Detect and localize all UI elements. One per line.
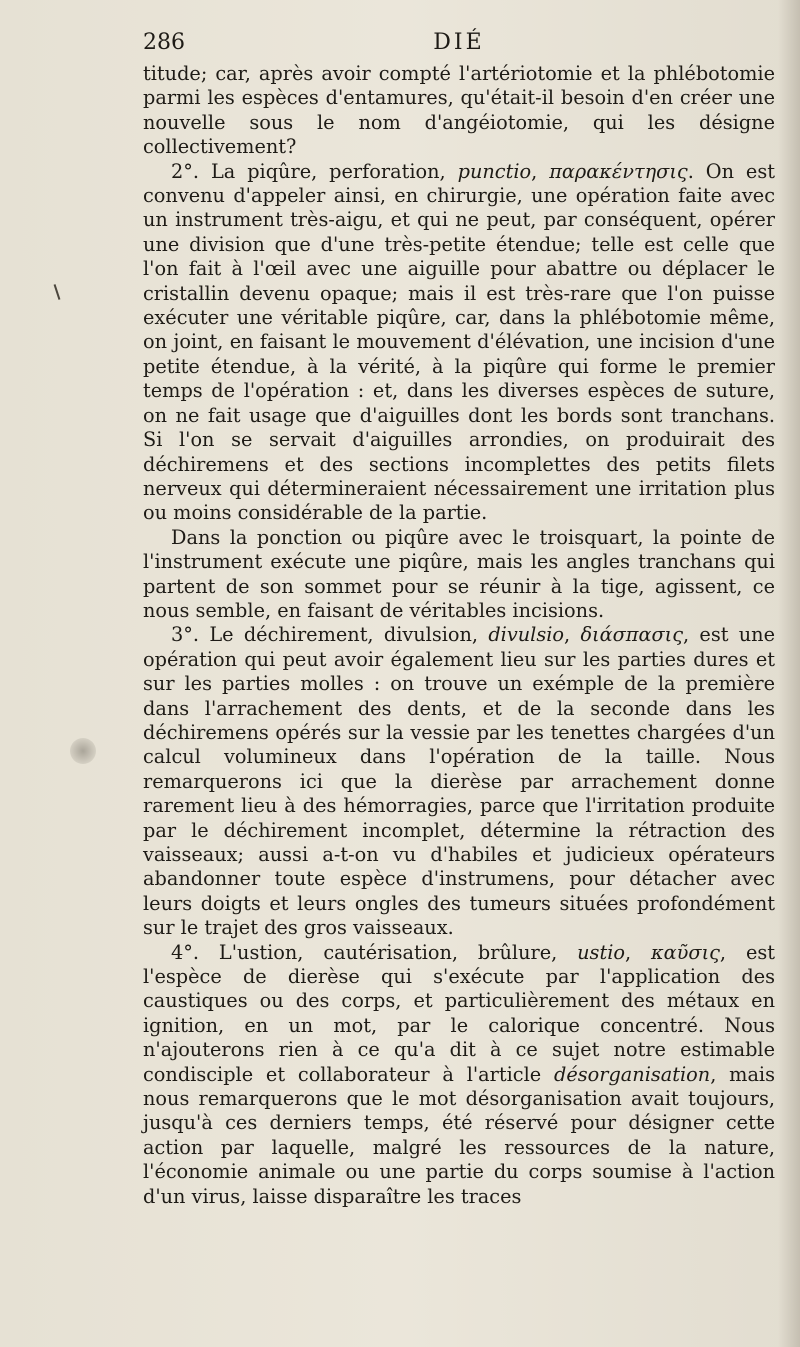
paragraph-rest: . On est convenu d'appeler ainsi, en chirurgie, une opération faite avec un instrument très-aigu, et qui ne peut, par conséquent, opérer une division que d'une très-petite étendue; telle est celle que l'on fait à l'œil avec une aiguille pour abattre ou déplacer le cristallin devenu opaque; mais il est très-rare que l'on puisse exécuter une véritable piqûre, car, dans la phlébotomie même, on joint, en faisant le mouvement d'élévation, une incision d'une petite étendue, à la vérité, à la piqûre qui forme le premier temps de l'opération : et, dans les diverses espèces de suture, on ne fait usage que d'aiguilles dont les bords sont tranchans. Si l'on se servait d'aiguilles arrondies, on produirait des déchiremens et des sections incomplettes des petits filets nerveux qui détermineraient nécessairement une irritation plus ou moins considérable de la partie.: [143, 159, 775, 525]
separator: ,: [624, 940, 652, 964]
latin-term: ustio: [577, 940, 625, 964]
greek-term: παρακέντησις: [549, 159, 688, 183]
page-header: [143, 30, 775, 60]
latin-term: punctio: [457, 159, 532, 183]
separator: ,: [531, 159, 550, 183]
paragraph-ustion: [143, 941, 775, 1209]
paragraph-rest: , mais nous remarquerons que le mot désorganisation avait toujours, jusqu'à ces derniers temps, été réservé pour désigner cette action par laquelle, malgré les ressources de la nature, l'économie animale ou une partie du corps soumise à l'action d'un virus, laisse disparaître les traces: [143, 1062, 775, 1208]
paragraph-lead: 4°. L'ustion, cautérisation, brûlure,: [171, 940, 578, 964]
paragraph-mid: , est l'espèce de dierèse qui s'exécute par l'application des caustiques ou des corps, et particulièrement des métaux en ignition, en un mot, par le calorique concentré. Nous n'ajouterons rien à ce qu'a dit à ce sujet notre estimable condisciple et collaborateur à l'article: [143, 940, 775, 1086]
margin-pen-mark: [54, 284, 61, 300]
paragraph-lead: 2°. La piqûre, perforation,: [171, 159, 458, 183]
body-text: [143, 62, 775, 1209]
latin-term: divulsio: [488, 623, 565, 647]
paragraph-dechirement: [143, 623, 775, 940]
ink-smudge: [70, 738, 96, 764]
paragraph-lead: 3°. Le déchirement, divulsion,: [171, 623, 489, 647]
paragraph-rest: , est une opération qui peut avoir également lieu sur les parties dures et sur les parties molles : on trouve un exémple de la première dans l'arrachement des dents, et de la seconde dans les déchiremens opérés sur la vessie par les tenettes chargées d'un calcul volumineux dans l'opération de la taille. Nous remarquerons ici que la dierèse par arrachement donne rarement lieu à des hémorragies, parce que l'irritation produite par le déchirement incomplet, détermine la rétraction des vaisseaux; aussi a-t-on vu d'habiles et judicieux opérateurs abandonner toute espèce d'instrumens, pour détacher avec leurs doigts et leurs ongles des tumeurs situées profondément sur le trajet des gros vaisseaux.: [143, 623, 776, 940]
article-reference: désorganisation: [553, 1062, 711, 1086]
page-number: 286: [143, 30, 185, 55]
paragraph-continuation: titude; car, après avoir compté l'artériotomie et la phlébotomie parmi les espèces d'entamures, qu'était-il besoin d'en créer une nouvelle sous le nom d'angéiotomie, qui les désigne collectivement?: [143, 62, 775, 159]
separator: ,: [564, 623, 581, 647]
greek-term: καῦσις: [651, 940, 720, 964]
greek-term: διάσπασις: [580, 623, 684, 647]
running-head: DIÉ: [433, 30, 485, 55]
paragraph-ponction: Dans la ponction ou piqûre avec le troisquart, la pointe de l'instrument exécute une piqûre, mais les angles tranchans qui partent de son sommet pour se réunir à la tige, agissent, ce nous semble, en faisant de véritables incisions.: [143, 525, 775, 622]
paragraph-piqure: [143, 160, 775, 526]
